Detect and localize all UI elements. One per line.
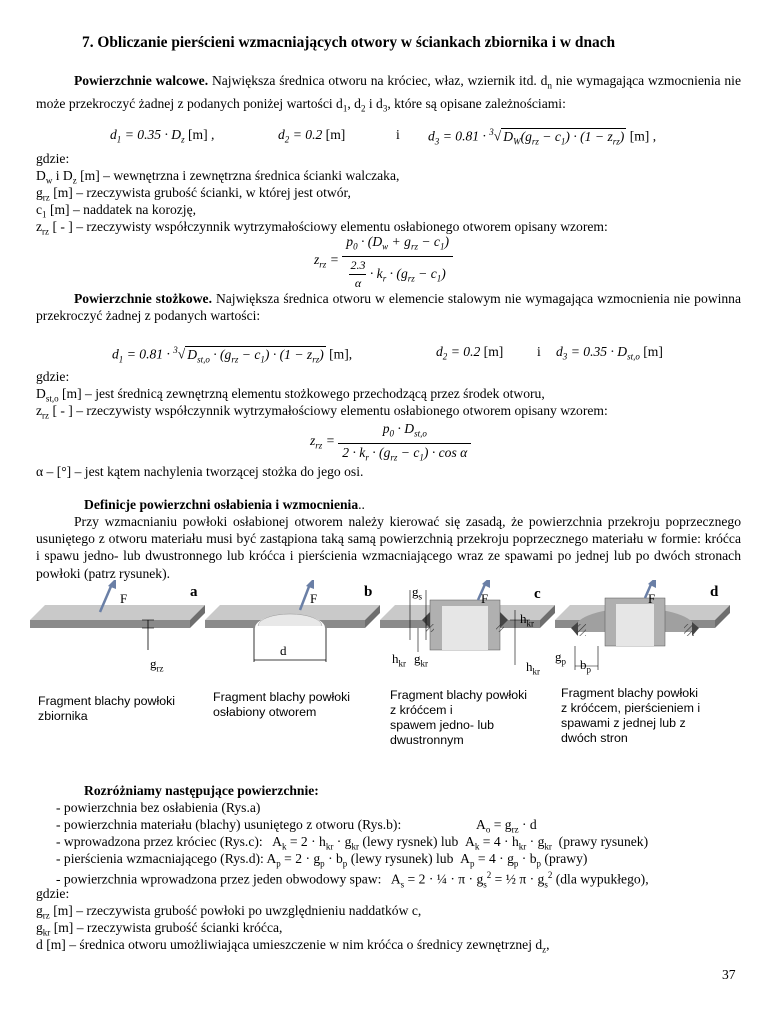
section-heading: Powierzchnie stożkowe. bbox=[74, 291, 212, 306]
surface-item-d: - pierścienia wzmacniającego (Rys.d): $A_p = 2 \cdot g_p \cdot b_p$ (lewy rysunek) lub $A_p = 4 \cdot g_p \cdot b_p$ (prawy) bbox=[56, 851, 588, 869]
dimension-bp: $b_p$ bbox=[580, 657, 591, 675]
dimension-grz: $g_{rz}$ bbox=[150, 656, 164, 674]
force-label-d: F bbox=[648, 591, 656, 606]
equation-cone-d1: $d_1 = 0.81 \cdot ^3√$ $D_{st,o} \cdot (g_{rz} - c_1) \cdot (1 - z_{rz})$ [m], bbox=[112, 345, 353, 365]
definition-grz-2: $g_{rz}$ [m] – rzeczywista grubość powłoki po uwzględnieniu naddatków c, bbox=[36, 903, 422, 921]
surface-item-b: - powierzchnia materiału (blachy) usuniętego z otworu (Rys.b): $A_o = g_{rz} \cdot d$ bbox=[56, 817, 537, 835]
equation-cone-d2: $d_2 = 0.2$ [m] bbox=[436, 344, 504, 362]
equation-zrz-cylindrical: $z_{rz}$ = $p_0 \cdot (D_w + g_{rz} - c_1)$ $\frac{2.3}{\alpha}$ · $k_r \cdot (g_{rz} - c_1)$ bbox=[314, 233, 453, 292]
figure-b-plate-with-hole bbox=[205, 580, 380, 662]
caption-c: Fragment blachy powłoki z króćcem i spawem jedno- lub dwustronnym bbox=[390, 688, 528, 747]
caption-b: Fragment blachy powłoki osłabiony otworem bbox=[213, 690, 351, 719]
equation-d2: $d_2 = 0.2$ [m] bbox=[278, 127, 346, 145]
dimension-hkr-left: $h_{kr}$ bbox=[392, 651, 406, 669]
section-heading: Powierzchnie walcowe. bbox=[74, 73, 209, 88]
caption-d: Fragment blachy powłoki z króćcem, pierścieniem i spawami z jednej lub z dwóch stron bbox=[561, 686, 701, 745]
dimension-gp: $g_p$ bbox=[555, 649, 566, 667]
definition-dw-dz: $D_w$ i $D_z$ [m] – wewnętrzna i zewnętrzna średnica ścianki walczaka, bbox=[36, 168, 400, 186]
surface-item-e: - powierzchnia wprowadzona przez jeden obwodowy spaw: $A_s = 2$ · ¼ · $\pi \cdot g_s^2$ = ½ $\pi \cdot g_s^2$ (dla wypukłego), bbox=[56, 870, 649, 890]
caption-a: Fragment blachy powłoki zbiornika bbox=[38, 694, 176, 723]
equation-cone-d3: $d_3 = 0.35 \cdot D_{st,o}$ [m] bbox=[556, 344, 663, 362]
where-label: gdzie: bbox=[36, 151, 70, 166]
surface-item-c: - wprowadzona przez króciec (Rys.c): $A_k = 2 \cdot h_{kr} \cdot g_{kr}$ (lewy rysnek) lub $A_k = 4 \cdot h_{kr} \cdot g_{kr}$ (prawy rysunek) bbox=[56, 834, 649, 852]
equation-d3: $d_3 = 0.81 \cdot ^3√$ $D_W(g_{rz} - c_1) \cdot (1 - z_{rz})$ [m] , bbox=[428, 127, 657, 147]
figure-label-d: d bbox=[710, 584, 719, 600]
figure-label-b: b bbox=[364, 584, 373, 600]
section-cylindrical-intro: Powierzchnie walcowe. Największa średnica otworu na króciec, właz, wziernik itd. $d_n$ nie wymagająca wzmocnienia nie może przekroczyć żadnej z podanych poniżej wartości $d_1$, $d_2$ i $d_3$, które są opisane zależnościami: bbox=[36, 73, 741, 114]
definition-gkr: $g_{kr}$ [m] – rzeczywista grubość ścianki króćca, bbox=[36, 920, 283, 938]
dimension-hkr-bottom: $h_{kr}$ bbox=[526, 659, 540, 677]
definition-alpha: α – [°] – jest kątem nachylenia tworzącej stożka do jego osi. bbox=[36, 464, 364, 479]
equation-connector: i bbox=[537, 344, 541, 359]
figure-label-c: c bbox=[534, 586, 541, 602]
definition-dsto: $D_{st,o}$ [m] – jest średnicą zewnętrzną elementu stożkowego przechodzącą przez środek otworu, bbox=[36, 386, 545, 404]
section-definitions-paragraph: Przy wzmacnianiu powłoki osłabionej otworem należy kierować się zasadą, że powierzchnia przekroju poprzecznego usuniętego z otworu materiału musi być zastąpiona taką samą powierzchnią przekroju poprzecznego materiału w formie: króćca i spawu jedno- lub dwustronnego lub króćca i pierścienia wzmacniającego wraz ze spawami po jednej lub po dwóch stronach powłoki (patrz rysunek). bbox=[36, 514, 741, 581]
figure-label-a: a bbox=[190, 584, 198, 600]
equation-d1: $d_1 = 0.35 \cdot D_z$ [m] , bbox=[110, 127, 215, 145]
force-label-c: F bbox=[481, 591, 489, 606]
figure-a-plate bbox=[30, 580, 205, 650]
definition-grz: $g_{rz}$ [m] – rzeczywista grubość ścianki, w której jest otwór, bbox=[36, 185, 351, 203]
force-label-a: F bbox=[120, 591, 128, 606]
dimension-d: d bbox=[280, 643, 287, 658]
equation-connector: i bbox=[396, 127, 400, 142]
definition-d: d [m] – średnica otworu umożliwiająca umieszczenie w nim króćca o średnicy zewnętrznej $d_z$, bbox=[36, 937, 550, 955]
equation-zrz-conical: $z_{rz}$ = $\frac{p_0 \cdot D_{st,o}}{2 \cdot k_r \cdot (g_{rz} - c_1) \cdot \cos \alpha}$ bbox=[310, 420, 471, 467]
dimension-gkr: $g_{kr}$ bbox=[414, 651, 428, 669]
definition-c1: $c_1$ [m] – naddatek na korozję, bbox=[36, 202, 197, 220]
section-surfaces-heading: Rozróżniamy następujące powierzchnie: bbox=[84, 783, 319, 798]
surface-item-a: - powierzchnia bez osłabienia (Rys.a) bbox=[56, 800, 261, 815]
force-label-b: F bbox=[310, 591, 318, 606]
definition-zrz-cone: $z_{rz}$ [ - ] – rzeczywisty współczynnik wytrzymałościowy elementu osłabionego otworem opisany wzorem: bbox=[36, 403, 608, 421]
section-definitions-heading: Definicje powierzchni osłabienia i wzmocnienia.. bbox=[84, 497, 365, 512]
page-title: 7. Obliczanie pierścieni wzmacniających otwory w ściankach zbiornika i w dnach bbox=[82, 34, 616, 51]
reinforcement-figure bbox=[30, 580, 740, 680]
where-label: gdzie: bbox=[36, 369, 70, 384]
where-label: gdzie: bbox=[36, 886, 70, 901]
dimension-hkr-top: $h_{kr}$ bbox=[520, 611, 534, 629]
page-number: 37 bbox=[722, 967, 736, 982]
section-conical-intro: Powierzchnie stożkowe. Największa średnica otworu w elemencie stalowym nie wymagająca wzmocnienia nie powinna przekroczyć żadnej z podanych wartości: bbox=[36, 291, 741, 324]
definition-zrz: $z_{rz}$ [ - ] – rzeczywisty współczynnik wytrzymałościowy elementu osłabionego otworem opisany wzorem: bbox=[36, 219, 608, 237]
dimension-gs: $g_s$ bbox=[412, 584, 423, 602]
